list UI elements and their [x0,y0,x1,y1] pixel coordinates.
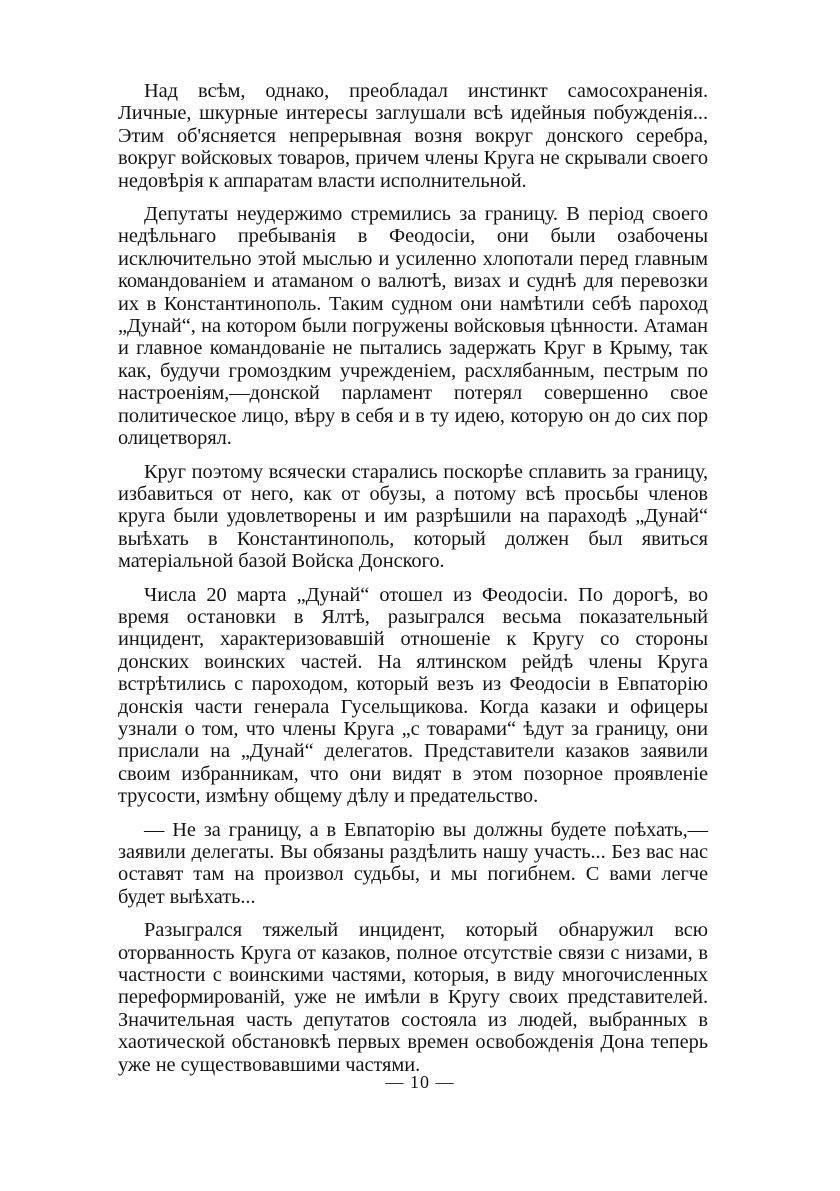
paragraph-1: Над всѣм, однако, преобладал инстинкт самосохраненія. Личные, шкурные интересы заглушали всѣ идейныя побужденія... Этим об'ясняется непрерывная возня вокруг донского серебра, вокруг войсковых товаров, причем члены Круга не скрывали своего недовѣрія к аппаратам власти исполнительной. [118,80,708,192]
page-number: — 10 — [385,1072,455,1092]
paragraph-5: — Не за границу, а в Евпаторію вы должны будете поѣхать,—заявили делегаты. Вы обязаны раздѣлить нашу участь... Без вас нас оставят там на произвол судьбы, и мы погибнем. С вами легче будет выѣхать... [118,818,708,908]
paragraph-2: Депутаты неудержимо стремились за границу. В період своего недѣльнаго пребыванія в Феодосіи, они были озабочены исключительно этой мыслью и усиленно хлопотали перед главным командованіем и атаманом о валютѣ, визах и суднѣ для перевозки их в Константинополь. Таким судном они намѣтили себѣ пароход „Дунай“, на котором были погружены войсковыя цѣнности. Атаман и главное командованіе не пытались задержать Круг в Крыму, так как, будучи громоздким учрежденіем, расхлябанным, пестрым по настроеніям,—донской парламент потерял совершенно свое политическое лицо, вѣру в себя и в ту идею, которую он до сих пор олицетворял. [118,203,708,450]
paragraph-4: Числа 20 марта „Дунай“ отошел из Феодосіи. По дорогѣ, во время остановки в Ялтѣ, разыгрался весьма показательный инцидент, характеризовавшій отношеніе к Кругу со стороны донских воинских частей. На ялтинском рейдѣ члены Круга встрѣтились с пароходом, который везъ из Феодосіи в Евпаторію донскія части генерала Гусельщикова. Когда казаки и офицеры узнали о том, что члены Круга „с товарами“ ѣдут за границу, они прислали на „Дунай“ делегатов. Представители казаков заявили своим избранникам, что они видят в этом позорное проявленіе трусости, измѣну общему дѣлу и предательство. [118,583,708,808]
paragraph-3: Круг поэтому всячески старались поскорѣе сплавить за границу, избавиться от него, как от обузы, а потому всѣ просьбы членов круга были удовлетворены и им разрѣшили на параходѣ „Дунай“ выѣхать в Константинополь, который должен был явиться матеріальной базой Войска Донского. [118,460,708,573]
paragraph-6: Разыгрался тяжелый инцидент, который обнаружил всю оторванность Круга от казаков, полное отсутствіе связи с низами, в частности с воинскими частями, которыя, в виду многочисленных переформированій, уже не имѣли в Кругу своих представителей. Значительная часть депутатов состояла из людей, выбранных в хаотической обстановкѣ первых времен освобожденія Дона теперь уже не существовавшими частями. [118,919,708,1076]
document-page [118,80,708,1087]
